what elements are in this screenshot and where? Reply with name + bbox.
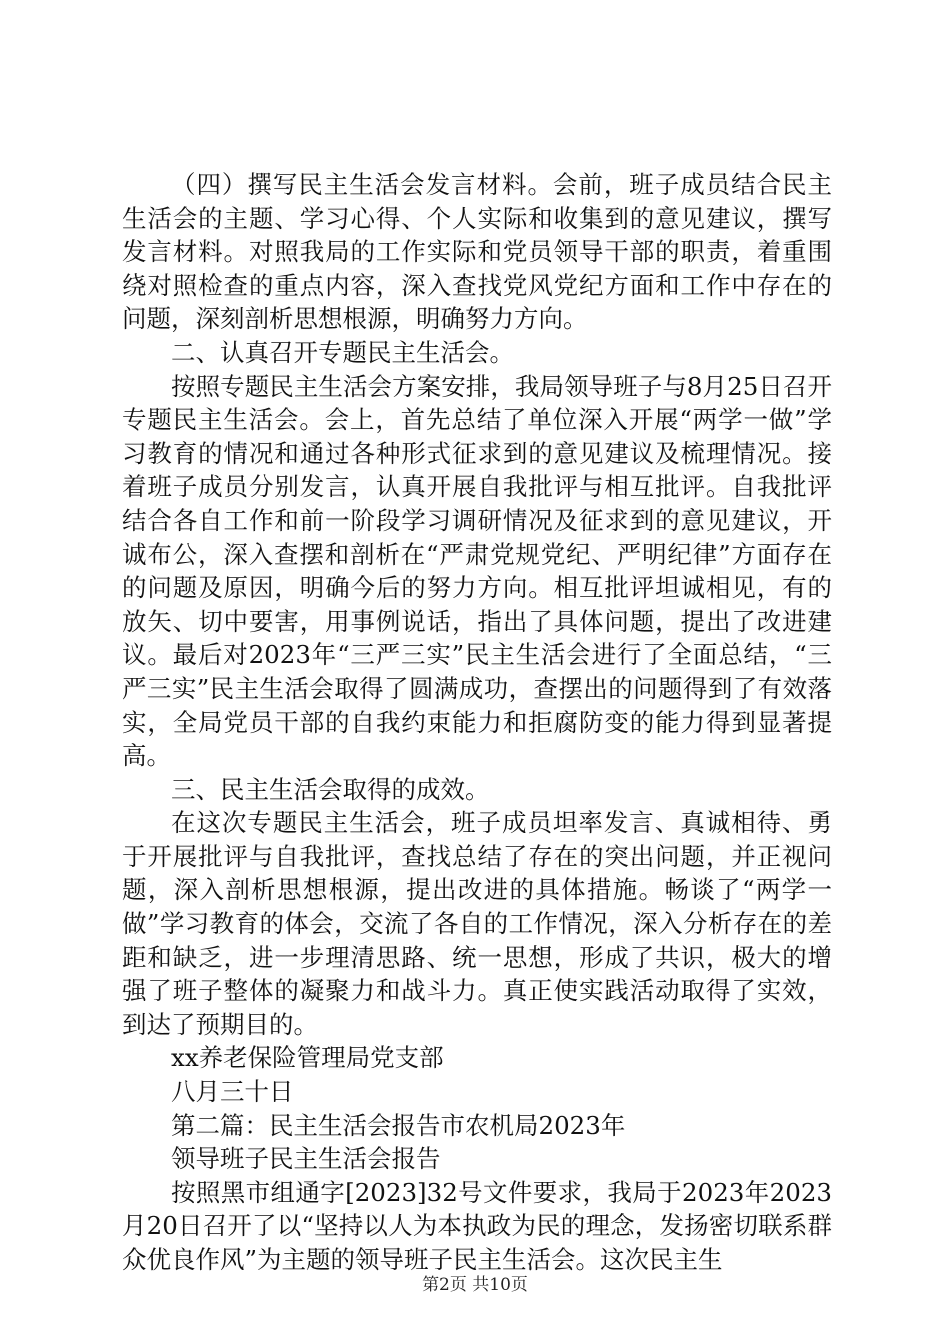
paragraph-intro: 按照黑市组通字[2023]32号文件要求，我局于2023年2023月20日召开了以“坚持以人为本执政为民的理念，发扬密切联系群众优良作风”为主题的领导班子民主生活会。这次民主生 — [122, 1177, 832, 1274]
chapter-subtitle: 领导班子民主生活会报告 — [171, 1144, 441, 1174]
document-body — [122, 168, 832, 1277]
section-heading-3: 三、民主生活会取得的成效。 — [171, 774, 490, 804]
paragraph-preparation: （四）撰写民主生活会发言材料。会前，班子成员结合民主生活会的主题、学习心得、个人实际和收集到的意见建议，撰写发言材料。对照我局的工作实际和党员领导干部的职责，着重围绕对照检查的重点内容，深入查找党风党纪方面和工作中存在的问题，深刻剖析思想根源，明确努力方向。 — [122, 170, 832, 334]
paragraph-meeting: 按照专题民主生活会方案安排，我局领导班子与8月25日召开专题民主生活会。会上，首先总结了单位深入开展“两学一做”学习教育的情况和通过各种形式征求到的意见建议及梳理情况。接着班子成员分别发言，认真开展自我批评与相互批评。自我批评结合各自工作和前一阶段学习调研情况及征求到的意见建议，开诚布公，深入查摆和剖析在“严肃党规党纪、严明纪律”方面存在的问题及原因，明确今后的努力方向。相互批评坦诚相见，有的放矢、切中要害，用事例说话，指出了具体问题，提出了改进建议。最后对2023年“三严三实”民主生活会进行了全面总结，“三严三实”民主生活会取得了圆满成功，查摆出的问题得到了有效落实，全局党员干部的自我约束能力和拒腐防变的能力得到显著提高。 — [122, 371, 832, 771]
signature-organization: xx养老保险管理局党支部 — [171, 1043, 444, 1073]
paragraph-results: 在这次专题民主生活会，班子成员坦率发言、真诚相待、勇于开展批评与自我批评，查找总结了存在的突出问题，并正视问题，深入剖析思想根源，提出改进的具体措施。畅谈了“两学一做”学习教育的体会，交流了各自的工作情况，深入分析存在的差距和缺乏，进一步理清思路、统一思想，形成了共识，极大的增强了班子整体的凝聚力和战斗力。真正使实践活动取得了实效，到达了预期目的。 — [122, 808, 832, 1039]
signature-date: 八月三十日 — [171, 1077, 294, 1107]
chapter-title: 第二篇：民主生活会报告市农机局2023年 — [171, 1110, 626, 1140]
page-number: 第2页 共10页 — [422, 1275, 528, 1295]
section-heading-2: 二、认真召开专题民主生活会。 — [171, 337, 514, 367]
